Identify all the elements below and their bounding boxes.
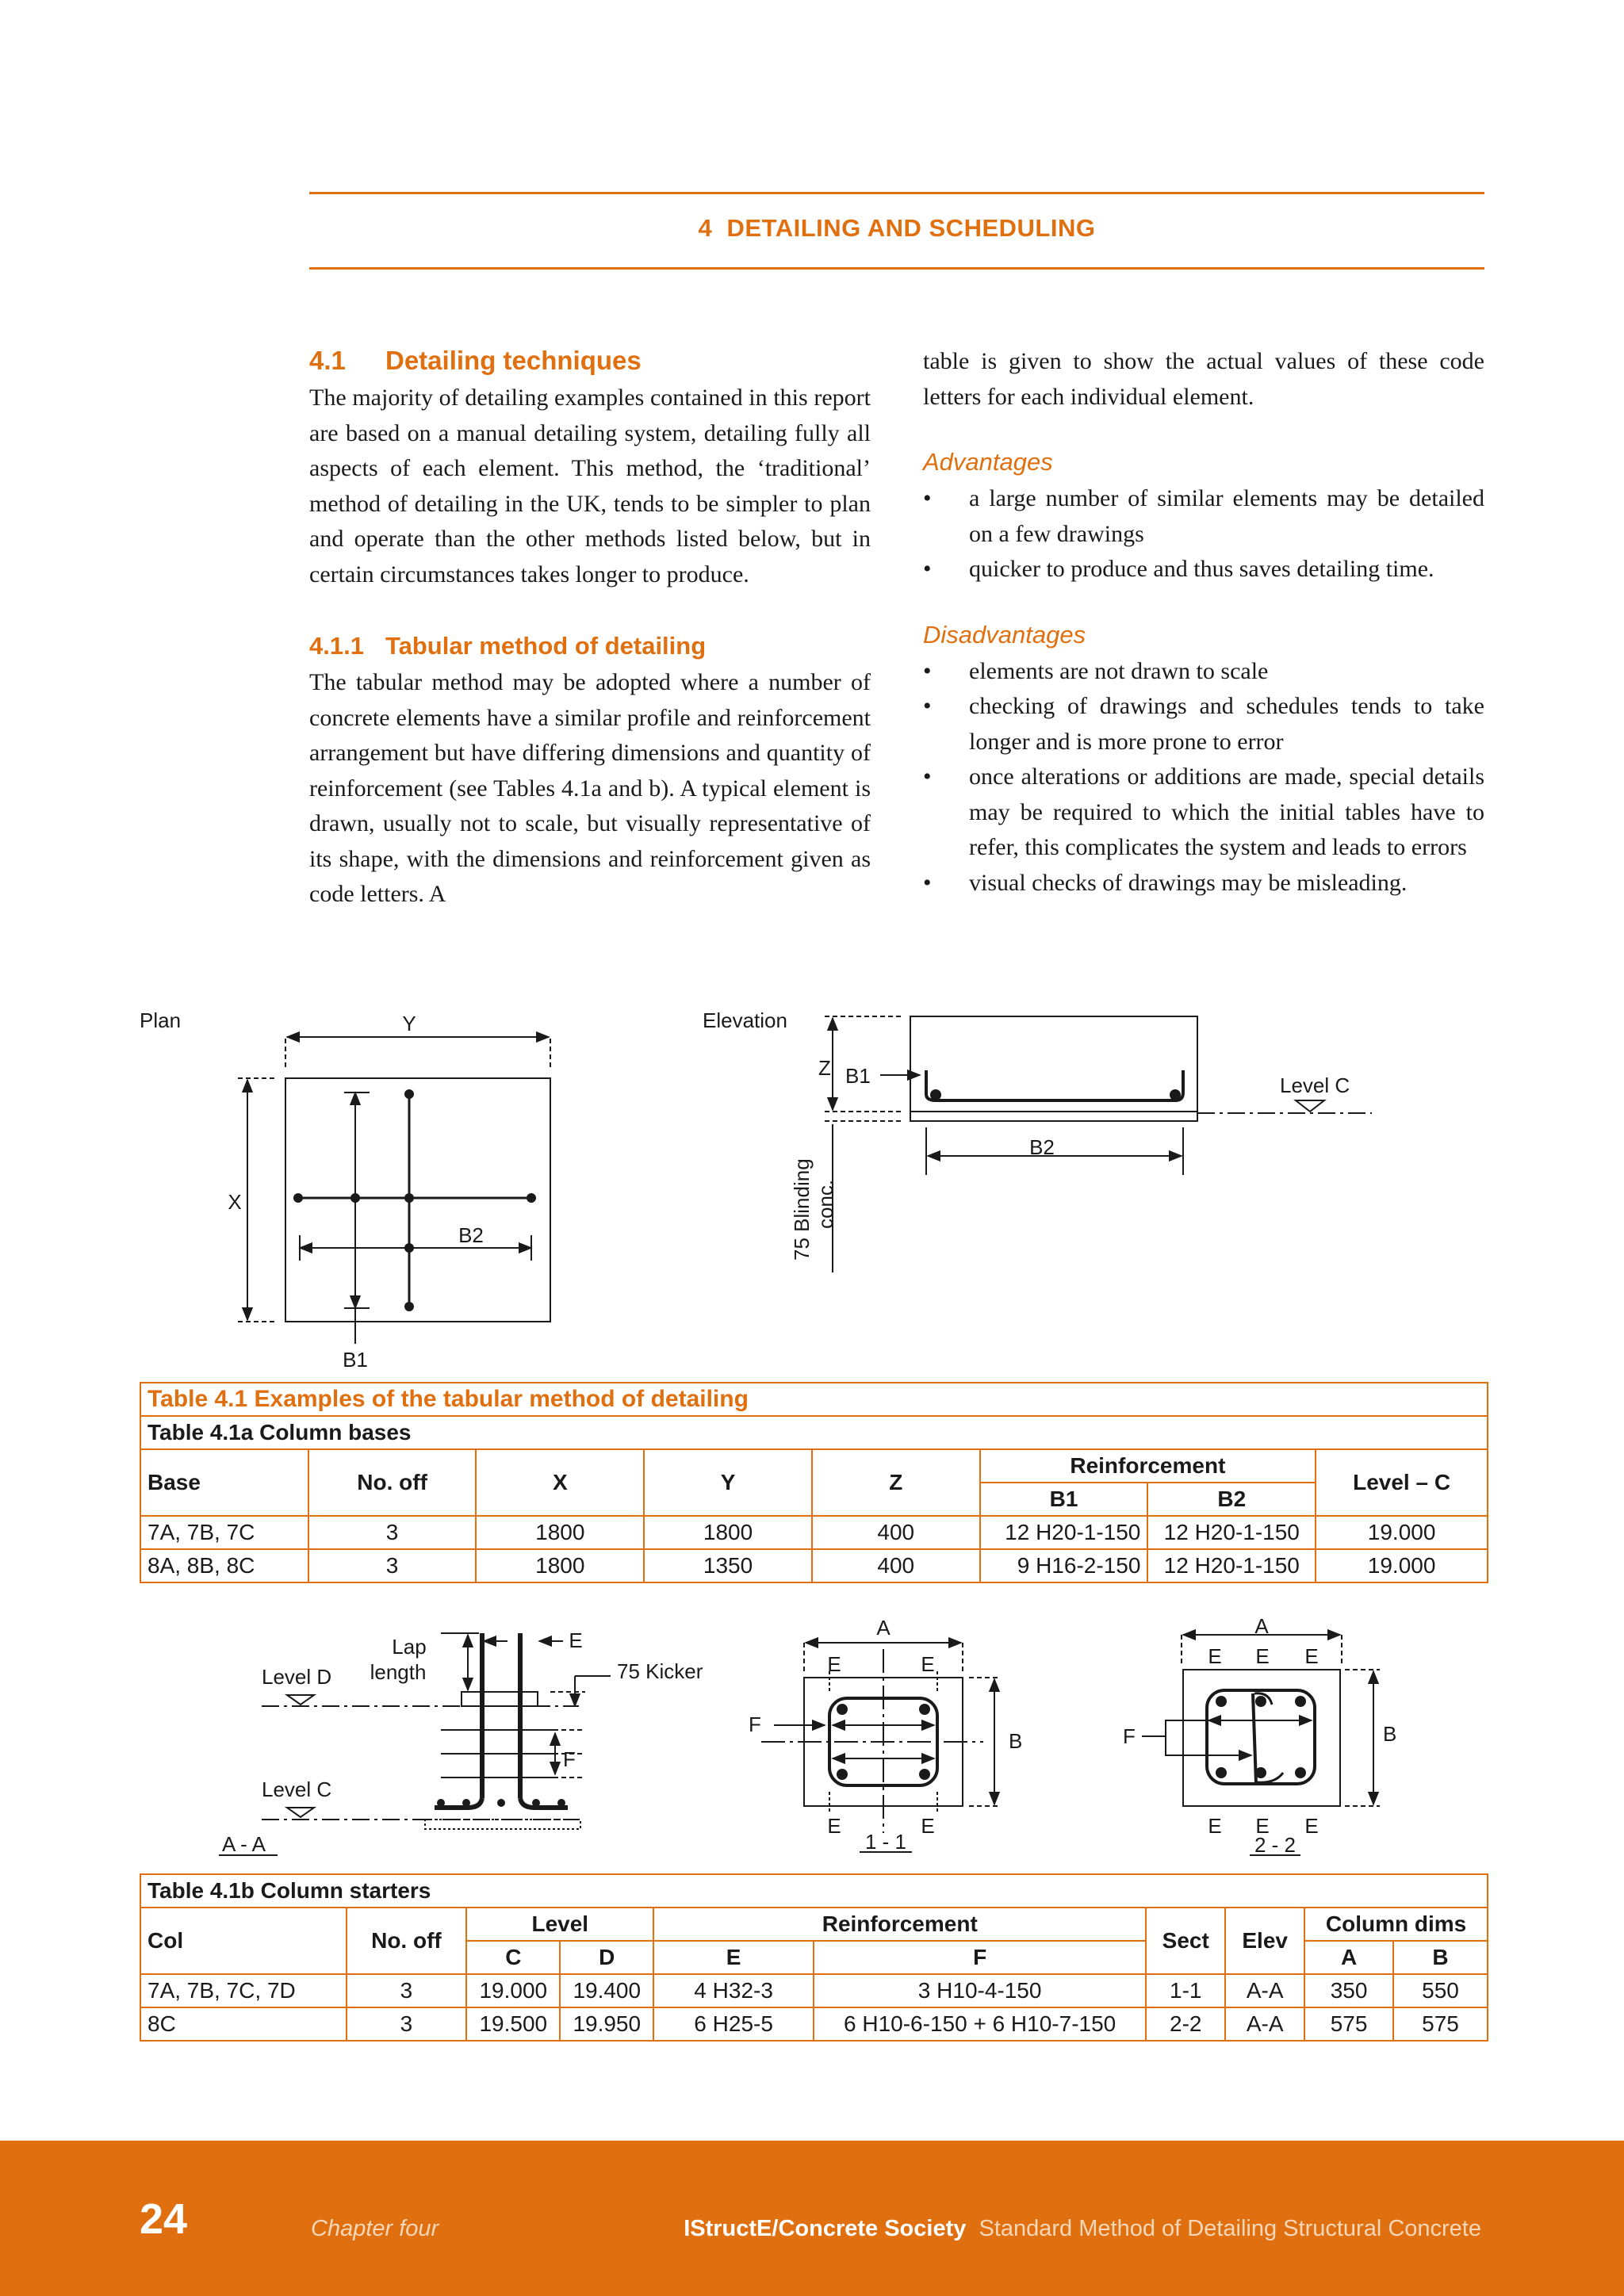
table-cell: 3 bbox=[308, 1549, 477, 1582]
list-item: • elements are not drawn to scale bbox=[923, 657, 1269, 684]
level-c-label: Level C bbox=[1280, 1073, 1350, 1097]
elevation-label: Elevation bbox=[703, 1008, 787, 1032]
table-cell: 4 H32-3 bbox=[653, 1974, 814, 2007]
col-header: A bbox=[1304, 1941, 1393, 1974]
col-header: Sect bbox=[1146, 1908, 1225, 1974]
list-item: • visual checks of drawings may be misleading. bbox=[923, 869, 1408, 896]
dim-x-label: X bbox=[228, 1190, 242, 1214]
s11-f-label: F bbox=[749, 1712, 761, 1736]
table-cell: 550 bbox=[1393, 1974, 1488, 2007]
base-detail-figure bbox=[0, 991, 1624, 1372]
table-cell: 19.500 bbox=[466, 2007, 560, 2041]
column-starter-figure bbox=[0, 1609, 1624, 1863]
subsection-text: The tabular method may be adopted where a number of concrete elements have a similar profile and reinforcement arrangement but have differing dimensions and quantity of reinforcement (see Tables 4.1a and b). A typical element is drawn, usually not to scale, but visually representative of its shape, with the dimensions and reinforcement given as code letters. A bbox=[309, 669, 871, 907]
s22-a-label: A bbox=[1254, 1614, 1269, 1638]
table-subcaption: Table 4.1a Column bases bbox=[140, 1416, 1488, 1449]
table-cell: 1800 bbox=[476, 1549, 644, 1582]
s11-e-label: E bbox=[827, 1814, 841, 1838]
section-aa-label: A - A bbox=[222, 1832, 266, 1856]
col-header: No. off bbox=[308, 1449, 477, 1516]
plan-b2-label: B2 bbox=[458, 1223, 484, 1247]
col-header: Column dims bbox=[1304, 1908, 1488, 1941]
list-item: • checking of drawings and schedules tends to take longer and is more prone to error bbox=[923, 693, 1484, 755]
subsection-heading: 4.1.1 Tabular method of detailing bbox=[309, 632, 707, 660]
table-subcaption: Table 4.1b Column starters bbox=[140, 1874, 1488, 1908]
table-row bbox=[140, 2007, 1488, 2041]
footer-chapter: Chapter four bbox=[311, 2216, 439, 2241]
left-column bbox=[309, 341, 871, 913]
blinding-label-2: conc. bbox=[814, 1179, 837, 1229]
blinding-label-1: 75 Blinding bbox=[790, 1158, 814, 1261]
table-cell: 19.400 bbox=[560, 1974, 653, 2007]
col-header: D bbox=[560, 1941, 653, 1974]
table-cell: 400 bbox=[812, 1516, 980, 1549]
col-header: Level – C bbox=[1316, 1449, 1488, 1516]
col-header: B bbox=[1393, 1941, 1488, 1974]
s22-b-label: B bbox=[1383, 1722, 1397, 1746]
table-cell: 1800 bbox=[644, 1516, 812, 1549]
header-rule-bottom bbox=[309, 267, 1484, 270]
table-cell: 1-1 bbox=[1146, 1974, 1225, 2007]
table-row bbox=[140, 1974, 1488, 2007]
s11-e-label: E bbox=[921, 1652, 935, 1676]
table-column-bases bbox=[140, 1382, 1488, 1583]
col-header: B1 bbox=[980, 1483, 1148, 1516]
table-cell: 1350 bbox=[644, 1549, 812, 1582]
table-cell: 3 bbox=[347, 2007, 467, 2041]
s11-e-label: E bbox=[921, 1814, 935, 1838]
s11-e-label: E bbox=[827, 1652, 841, 1676]
table-cell: 575 bbox=[1393, 2007, 1488, 2041]
table-cell: 400 bbox=[812, 1549, 980, 1582]
dim-y-label: Y bbox=[402, 1012, 416, 1035]
right-column bbox=[923, 344, 1484, 901]
col-header: Col bbox=[140, 1908, 347, 1974]
s22-e-label: E bbox=[1304, 1814, 1319, 1838]
s22-e-label: E bbox=[1304, 1644, 1319, 1668]
continuation-text: table is given to show the actual values of these code letters for each individual element. bbox=[923, 348, 1484, 410]
list-item: • quicker to produce and thus saves detailing time. bbox=[923, 556, 1434, 582]
table-cell: 7A, 7B, 7C, 7D bbox=[140, 1974, 347, 2007]
col-header: Elev bbox=[1225, 1908, 1304, 1974]
elev-b1-label: B1 bbox=[845, 1064, 871, 1088]
footer-publisher: IStructE/Concrete Society bbox=[684, 2216, 967, 2241]
table-cell: A-A bbox=[1225, 1974, 1304, 2007]
disadvantages-list bbox=[923, 654, 1484, 901]
s11-b-label: B bbox=[1009, 1729, 1023, 1753]
table-cell: 8A, 8B, 8C bbox=[140, 1549, 308, 1582]
s22-e-label: E bbox=[1255, 1814, 1270, 1838]
header-rule-top bbox=[309, 192, 1484, 194]
disadvantages-heading: Disadvantages bbox=[923, 620, 1086, 649]
chapter-title: 4 DETAILING AND SCHEDULING bbox=[698, 214, 1096, 242]
col-header: X bbox=[476, 1449, 644, 1516]
col-header: Reinforcement bbox=[980, 1449, 1316, 1483]
list-item: • a large number of similar elements may be detailed on a few drawings bbox=[923, 485, 1484, 547]
col-header: F bbox=[814, 1941, 1146, 1974]
s22-e-label: E bbox=[1255, 1644, 1270, 1668]
col-header: No. off bbox=[347, 1908, 467, 1974]
aa-e-label: E bbox=[569, 1628, 583, 1652]
table-cell: 19.000 bbox=[466, 1974, 560, 2007]
col-header: Level bbox=[466, 1908, 653, 1941]
table-column-starters bbox=[140, 1873, 1488, 2042]
table-cell: 6 H10-6-150 + 6 H10-7-150 bbox=[814, 2007, 1146, 2041]
list-item: • once alterations or additions are made, special details may be required to which the initial tables have to refer, this complicates the system and leads to errors bbox=[923, 763, 1484, 860]
col-header: Z bbox=[812, 1449, 980, 1516]
table-cell: 12 H20-1-150 bbox=[980, 1516, 1148, 1549]
elev-b2-label: B2 bbox=[1029, 1135, 1055, 1159]
page-number: 24 bbox=[140, 2195, 188, 2243]
col-header: B2 bbox=[1147, 1483, 1316, 1516]
col-header: E bbox=[653, 1941, 814, 1974]
section-11-label: 1 - 1 bbox=[864, 1830, 907, 1854]
footer-book-title: Standard Method of Detailing Structural Concrete bbox=[979, 2216, 1481, 2241]
table-cell: 12 H20-1-150 bbox=[1147, 1516, 1316, 1549]
s22-e-label: E bbox=[1208, 1644, 1222, 1668]
col-header: Base bbox=[140, 1449, 308, 1516]
col-header: Reinforcement bbox=[653, 1908, 1146, 1941]
table-cell: 12 H20-1-150 bbox=[1147, 1549, 1316, 1582]
s22-e-label: E bbox=[1208, 1814, 1222, 1838]
col-header: Y bbox=[644, 1449, 812, 1516]
table-cell: 3 bbox=[347, 1974, 467, 2007]
col-header: C bbox=[466, 1941, 560, 1974]
lap-label-1: Lap bbox=[392, 1635, 427, 1659]
s22-f-label: F bbox=[1123, 1724, 1136, 1748]
level-d-label: Level D bbox=[262, 1665, 332, 1689]
table-cell: 350 bbox=[1304, 1974, 1393, 2007]
table-cell: A-A bbox=[1225, 2007, 1304, 2041]
table-cell: 6 H25-5 bbox=[653, 2007, 814, 2041]
table-cell: 1800 bbox=[476, 1516, 644, 1549]
table-row bbox=[140, 1549, 1488, 1582]
table-row bbox=[140, 1516, 1488, 1549]
table-cell: 3 bbox=[308, 1516, 477, 1549]
table-cell: 9 H16-2-150 bbox=[980, 1549, 1148, 1582]
section-22-label: 2 - 2 bbox=[1254, 1833, 1297, 1857]
table-cell: 575 bbox=[1304, 2007, 1393, 2041]
plan-label: Plan bbox=[140, 1008, 182, 1032]
lap-label-2: length bbox=[370, 1660, 427, 1684]
table-cell: 19.000 bbox=[1316, 1549, 1488, 1582]
table-cell: 19.000 bbox=[1316, 1516, 1488, 1549]
aa-f-label: F bbox=[563, 1747, 576, 1771]
advantages-list bbox=[923, 481, 1484, 587]
table-caption: Table 4.1 Examples of the tabular method of detailing bbox=[140, 1383, 1488, 1416]
dim-z-label: Z bbox=[818, 1056, 831, 1080]
advantages-heading: Advantages bbox=[923, 448, 1053, 476]
footer-publication bbox=[684, 2216, 1481, 2242]
section-heading: 4.1 Detailing techniques bbox=[309, 346, 642, 375]
section-intro: The majority of detailing examples contained in this report are based on a manual detailing system, detailing fully all aspects of each element. This method, the ‘traditional’ method of detailing in the UK, tends to be simpler to plan and operate than the other methods listed below, but in certain circumstances takes longer to produce. bbox=[309, 385, 871, 587]
level-c-label: Level C bbox=[262, 1777, 332, 1801]
kicker-label: 75 Kicker bbox=[617, 1659, 703, 1683]
s11-a-label: A bbox=[876, 1616, 891, 1640]
table-cell: 8C bbox=[140, 2007, 347, 2041]
plan-b1-label: B1 bbox=[343, 1348, 368, 1372]
table-cell: 19.950 bbox=[560, 2007, 653, 2041]
table-cell: 7A, 7B, 7C bbox=[140, 1516, 308, 1549]
table-cell: 3 H10-4-150 bbox=[814, 1974, 1146, 2007]
table-cell: 2-2 bbox=[1146, 2007, 1225, 2041]
